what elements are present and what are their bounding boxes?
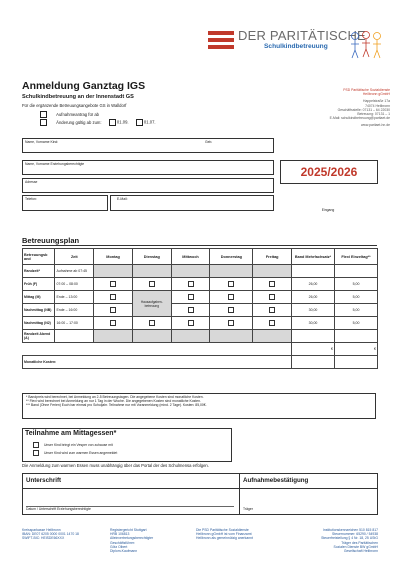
table-row: [23, 291, 378, 304]
lunch-opt2: [33, 450, 117, 456]
intro-text: Für die ergänzende Betreuungsangebote GS in Walldorf: [22, 103, 127, 108]
row-time: [55, 330, 94, 343]
table-row: [23, 278, 378, 291]
phone-label: Telefon:: [25, 197, 37, 201]
checkbox-f-mon[interactable]: [110, 281, 116, 287]
footnote-1: * Bandpreis wird berechnet, bei Anmeldung an 2-5 Betreuungstagen. Die angegebene Kosten sind monatliche Kosten.: [26, 395, 204, 399]
row-time: 07:00 – 08:00: [55, 278, 94, 291]
checkbox-from[interactable]: [109, 119, 116, 126]
col-band: Betreuungsb and: [23, 249, 55, 265]
org-line: Betreuung: 07131 – 1: [357, 112, 390, 117]
check-label-a: Aufnahmeantrag für ab: [56, 111, 100, 117]
row-time: Ende – 13:00: [55, 291, 94, 304]
lunch-box: [22, 428, 232, 462]
footer-line: Götz Olbert: [110, 544, 128, 549]
row-time: Ende – 16:00: [55, 304, 94, 317]
sig-left-title: Unterschrift: [26, 477, 62, 484]
footer-line: Gesellschaft Heilbronn: [343, 549, 378, 554]
address-label: Adresse: [25, 180, 38, 184]
checkbox-nb-thu[interactable]: [228, 307, 234, 313]
footer-line: Kreissparkasse Heilbronn: [22, 528, 61, 532]
email-field[interactable]: [110, 195, 274, 211]
check-label-b: Änderung gültig ab zum:: [56, 119, 102, 125]
org-line: Geschäftsstelle: 07131 – 64 22030: [337, 107, 390, 112]
logo-mark: [208, 31, 234, 49]
page-subtitle: Schulkindbetreuung an der Innenstadt GS: [22, 94, 134, 100]
care-plan-table: [22, 248, 378, 369]
row-time: Aufnahme ab 07:45: [55, 265, 94, 278]
footer-col-4: [296, 528, 378, 553]
row-band: [292, 265, 335, 278]
logo-line1: DER PARITÄTISCHE: [238, 28, 366, 43]
org-line: PSD Paritätische Sozialdienste: [343, 88, 390, 92]
col-fri: Freitag: [253, 249, 292, 265]
footer-line: Diplom-Kaufmann: [110, 549, 138, 554]
sig-divider: [239, 474, 240, 514]
footer-line: Heilbronn gGmbH ist vom Finanzamt: [196, 532, 252, 537]
checkbox-f-fri[interactable]: [269, 281, 275, 287]
checkbox-n2-fri[interactable]: [269, 320, 275, 326]
checkbox-f-tue[interactable]: [149, 281, 155, 287]
lunch-note: Die Anmeldung zum warmen Essen muss unabhängig über das Portal der des Schulmensa erfolgen.: [22, 463, 209, 468]
plan-heading-rule: [22, 245, 377, 246]
guardian-field[interactable]: [22, 160, 274, 175]
footer-line: Die PSD Paritätische Sozialdienste: [196, 528, 249, 532]
sig-right-title: Aufnahmebestätigung: [243, 477, 309, 484]
footer-line: Geschäftsführer:: [110, 540, 136, 545]
checkbox-f-wed[interactable]: [188, 281, 194, 287]
row-band: 30,00: [292, 317, 335, 330]
checkbox-m-fri[interactable]: [269, 294, 275, 300]
footer-line: HRB 106813: [110, 532, 130, 537]
total-flexi[interactable]: [334, 356, 377, 369]
entry-stamp-area: [280, 186, 376, 212]
grey-note: Hausaufgaben-betreuung: [132, 291, 171, 317]
check-to-date: 01.07.: [143, 119, 156, 125]
row-band: [292, 330, 335, 343]
org-line: 74074 Heilbronn: [365, 103, 390, 108]
child-name-label: Name, Vorname Kind:: [25, 140, 59, 144]
check-row-b: [40, 119, 156, 126]
checkbox-lunch-vesper[interactable]: [33, 442, 39, 448]
footer-line: Institutionskennzeichen 510 815 817: [322, 528, 378, 532]
row-flexi: 5,00: [334, 304, 377, 317]
checkbox-nb-fri[interactable]: [269, 307, 275, 313]
checkbox-n2-mon[interactable]: [110, 320, 116, 326]
org-line: Heilbronn gGmbH: [362, 92, 390, 97]
phone-field[interactable]: [22, 195, 108, 211]
row-band: 26,00: [292, 278, 335, 291]
row-label: Früh (F): [23, 278, 55, 291]
footnote-3: *** Band (Ohne Ferien) Euch bar einmal pro Schuljahr. Teilnahme nur mit Voranmeldung (mind. 2 Tage). Kosten: 85,00€.: [26, 403, 207, 408]
col-band-price: Band Mehrfachsatz*: [292, 249, 335, 265]
footer-col-2: [110, 528, 180, 553]
col-wed: Mittwoch: [171, 249, 210, 265]
table-row-euro: [23, 343, 378, 356]
row-flexi: 5,00: [334, 291, 377, 304]
table-row: [23, 304, 378, 317]
footer-line: Steuernummer: 65290 / 54938: [332, 532, 378, 537]
check-row-a: [40, 111, 99, 118]
footer-line: Steuerfreistellung § 4 Nr. 18, 25 UStG: [321, 536, 378, 541]
col-time: Zeit: [55, 249, 94, 265]
row-flexi: 5,00: [334, 317, 377, 330]
checkbox-aenderung[interactable]: [40, 119, 47, 126]
footer-col-3: [196, 528, 284, 541]
checkbox-n2-thu[interactable]: [228, 320, 234, 326]
email-label: E-Mail:: [117, 197, 128, 201]
col-tue: Dienstag: [132, 249, 171, 265]
sig-left-sub: Datum / Unterschrift Erziehungsberechtigte: [26, 507, 91, 511]
footer-line: Heilbronn als gemeinnützig anerkannt: [196, 536, 253, 541]
row-label: Nachmittag (N2): [23, 317, 55, 330]
euro-flexi: €: [334, 343, 377, 356]
row-label: Mittag (M): [23, 291, 55, 304]
total-band[interactable]: [292, 356, 335, 369]
row-label: Nachmittag (NB): [23, 304, 55, 317]
lunch-heading: Teilnahme am Mittagessen*: [25, 430, 117, 437]
row-band: 26,00: [292, 291, 335, 304]
checkbox-nb-mon[interactable]: [110, 307, 116, 313]
check-from-date: 01.09.: [116, 119, 129, 125]
row-flexi: [334, 265, 377, 278]
org-line: www.paritaet-hn.de: [360, 123, 390, 128]
footer-line: Sozialen Dienste BW gGmbH: [333, 544, 378, 549]
school-year: 2025/2026: [300, 165, 358, 179]
table-row: [23, 317, 378, 330]
checkbox-to[interactable]: [136, 119, 143, 126]
checkbox-m-wed[interactable]: [188, 294, 194, 300]
footer-line: Träger des Paritätischen: [341, 540, 378, 545]
plan-heading: Betreuungsplan: [22, 236, 80, 245]
child-name-field[interactable]: [22, 138, 274, 153]
page-title: Anmeldung Ganztag IGS: [22, 80, 146, 92]
monthly-cost-label: Monatliche Kosten:: [23, 356, 292, 369]
logo: [208, 28, 383, 64]
footer-line: IBAN: DE07 6205 0000 0001 1470 18: [22, 532, 79, 537]
org-line: E-Mail: schulkindbetreuung@paritaet.de: [329, 116, 390, 121]
checkbox-n2-wed[interactable]: [188, 320, 194, 326]
row-flexi: 5,00: [334, 278, 377, 291]
table-row: [23, 330, 378, 343]
org-line: Happelstraße 17a: [363, 99, 390, 104]
signature-box: [22, 473, 378, 515]
checkbox-nb-wed[interactable]: [188, 307, 194, 313]
footer-col-1: [22, 528, 102, 541]
sig-right-sub: Träger: [243, 507, 253, 511]
checkbox-m-mon[interactable]: [110, 294, 116, 300]
row-label: Randzeit Abend (A): [23, 330, 55, 343]
lunch-opt1: [33, 442, 113, 448]
row-label: Randzeit*: [23, 265, 55, 278]
footnotes-box: [22, 393, 376, 419]
checkbox-m-thu[interactable]: [228, 294, 234, 300]
footer-line: SWIFT-BIC: HEISDE66XXX: [22, 536, 65, 541]
address-field[interactable]: [22, 178, 274, 193]
entry-label: Eingang: [321, 207, 335, 212]
row-band: 30,00: [292, 304, 335, 317]
footnote-2: ** Flexi wird berechnet bei Anmeldung an nur 1 Tag in der Woche. Die angegebenen Kosten sind monatliche Kosten.: [26, 399, 201, 404]
table-row: [23, 265, 378, 278]
col-thu: Donnerstag: [210, 249, 253, 265]
org-address: [298, 88, 390, 128]
footer-line: Registergericht Stuttgart: [110, 528, 147, 532]
sig-top-rule: [23, 488, 377, 489]
checkbox-aufnahme[interactable]: [40, 111, 47, 118]
school-year-box: [280, 160, 378, 184]
col-flexi-price: Flexi Einzeltag**: [334, 249, 377, 265]
logo-line2: Schulkindbetreuung: [264, 43, 328, 50]
lunch-opt2-label: Unser Kind wird zum warmen Essen angemeldet: [43, 450, 118, 455]
row-flexi: [334, 330, 377, 343]
lunch-opt1-label: Unser Kind bringt ein Vesper von zuhause mit: [43, 442, 113, 447]
table-row-total: [23, 356, 378, 369]
dob-label: Geb.: [205, 140, 213, 144]
col-mon: Montag: [94, 249, 133, 265]
checkbox-n2-tue[interactable]: [149, 320, 155, 326]
children-illustration: [348, 30, 384, 60]
checkbox-f-thu[interactable]: [228, 281, 234, 287]
checkbox-lunch-warm[interactable]: [33, 450, 39, 456]
euro-band: €: [292, 343, 335, 356]
row-time: 16:00 – 17:00: [55, 317, 94, 330]
footer-line: Alleinvertretungsberechtigter: [110, 536, 154, 541]
guardian-label: Name, Vorname Erziehungsberechtigte: [25, 162, 85, 166]
